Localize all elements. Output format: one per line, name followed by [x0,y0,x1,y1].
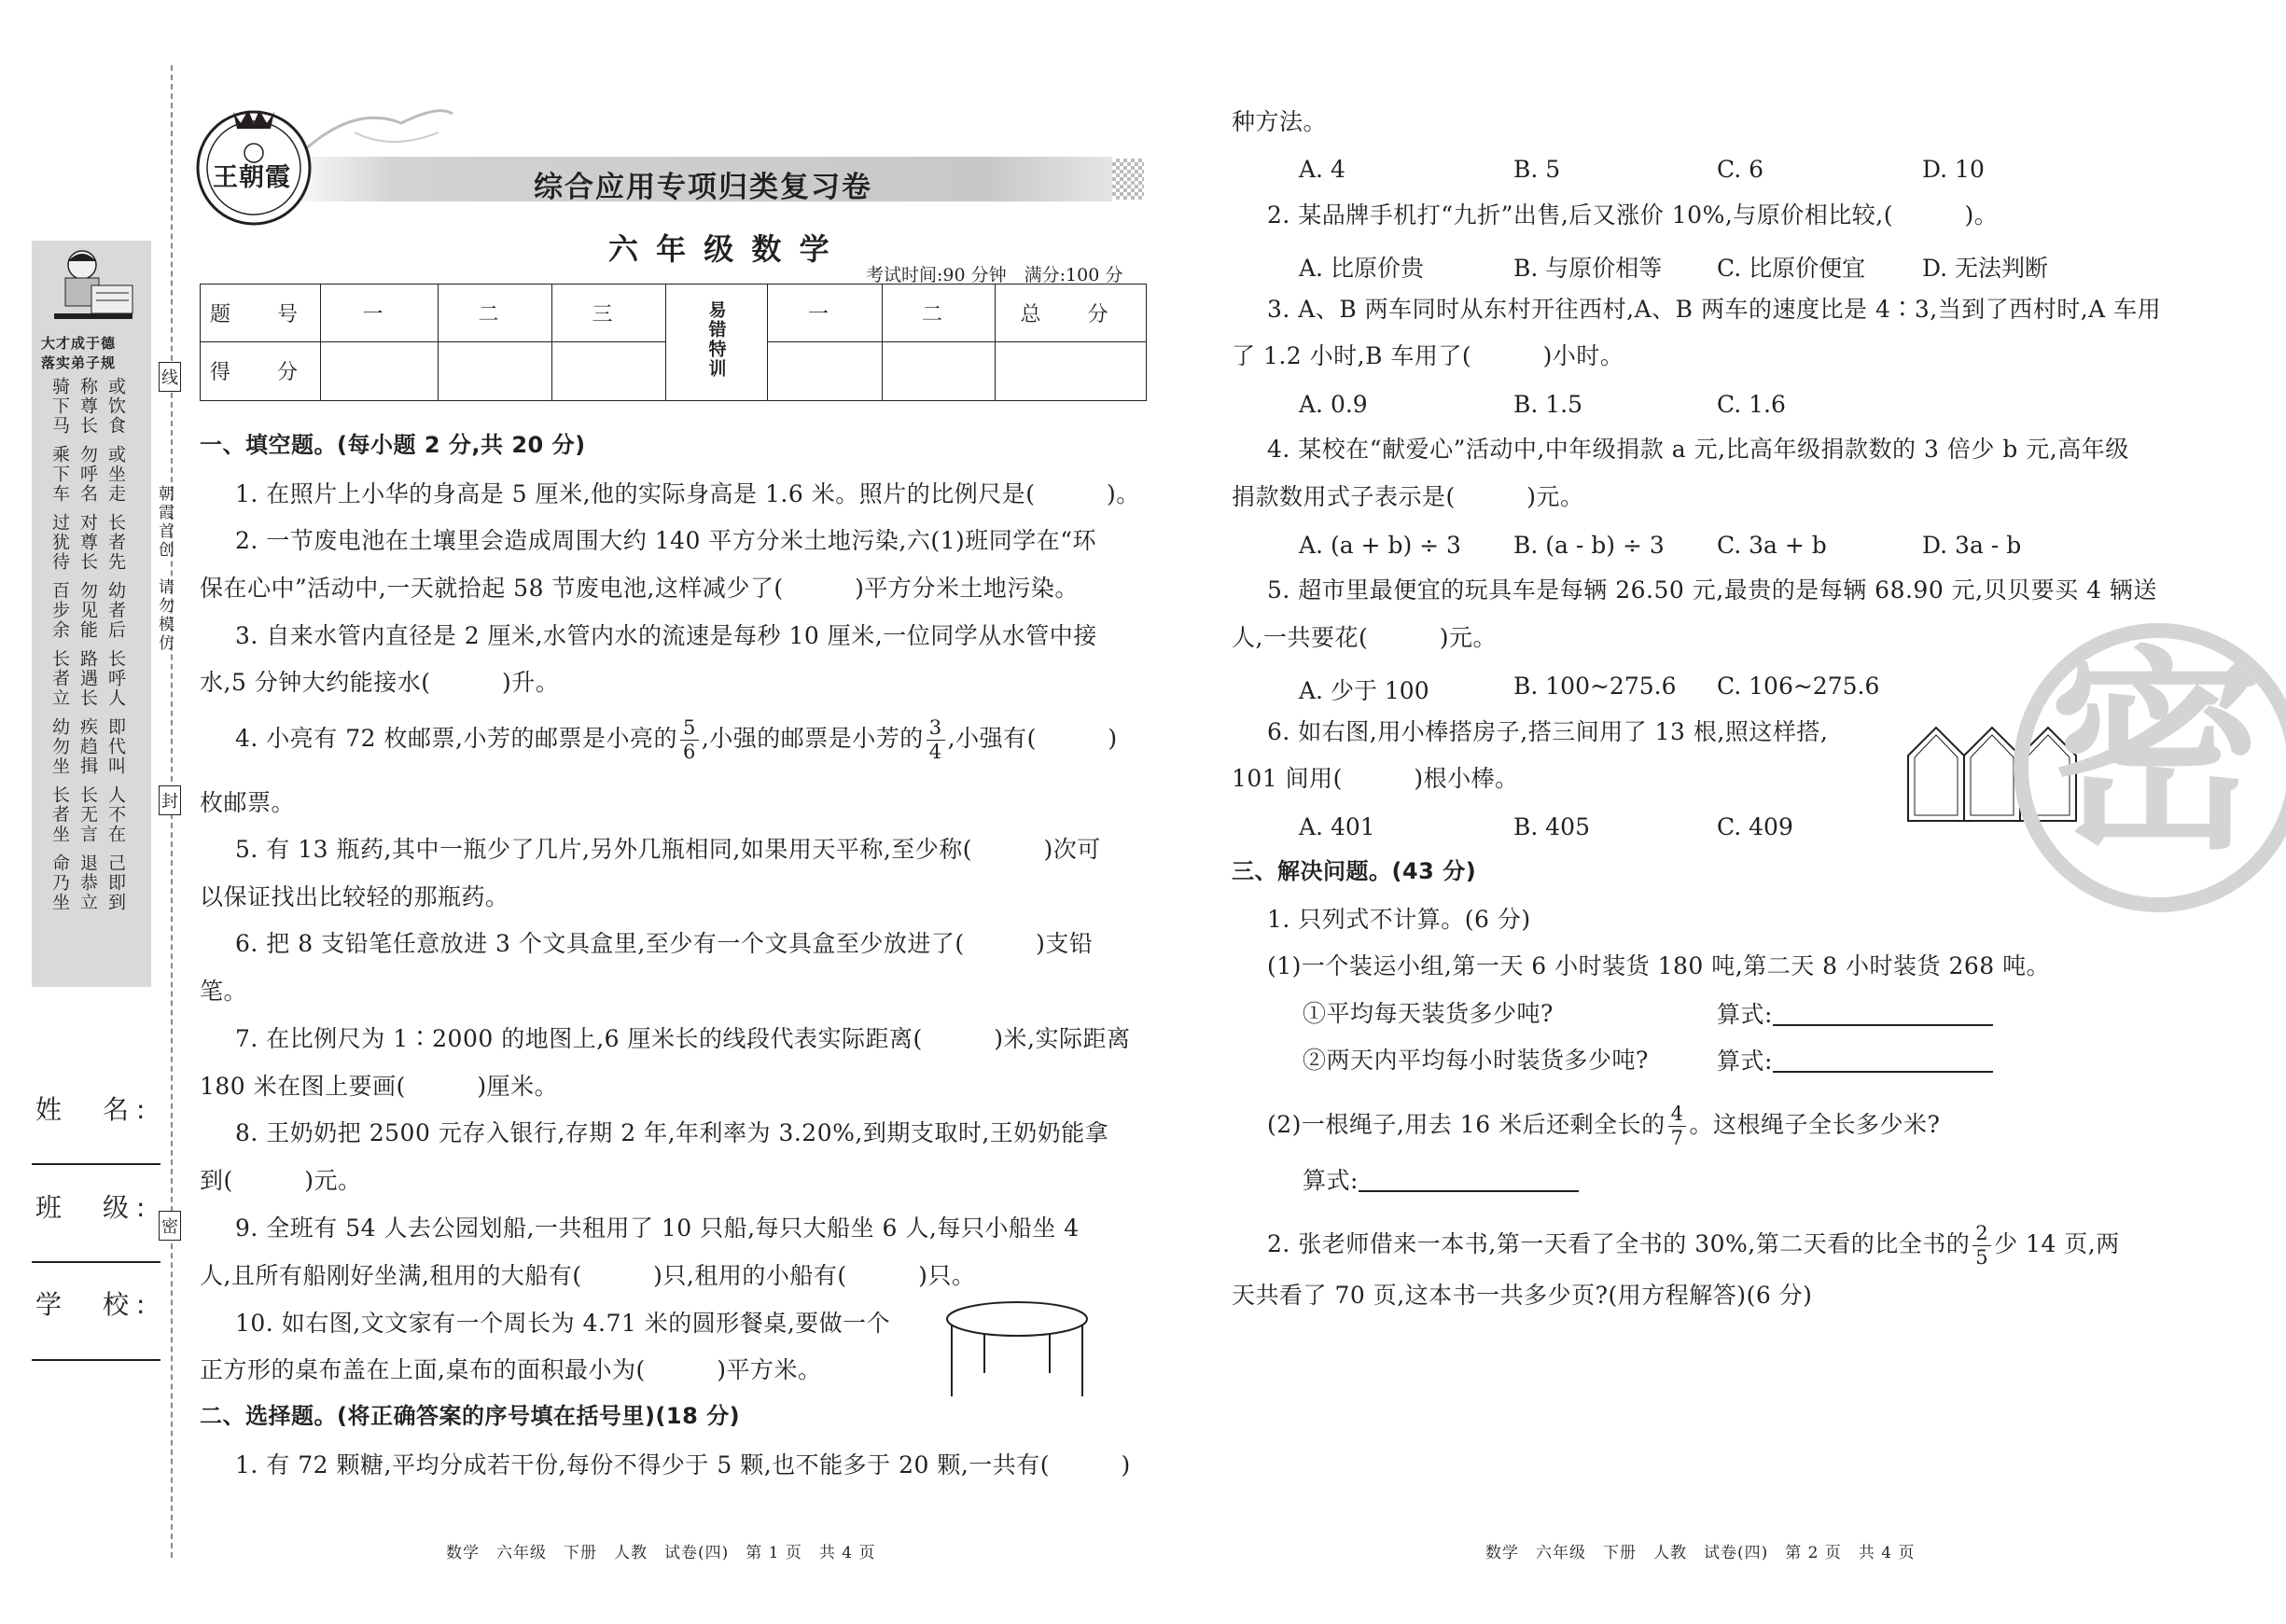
q4-part1: 4. 小亮有 72 枚邮票,小芳的邮票是小亮的 [235,725,677,752]
c6-option-c[interactable]: C. 409 [1717,813,1793,840]
class-field-label: 班 级: [35,1192,153,1223]
p2-part1: 2. 张老师借来一本书,第一天看了全书的 30%,第二天看的比全书的 [1267,1230,1971,1257]
q9-line2: 人,且所有船刚好坐满,租用的大船有( )只,租用的小船有( )只。 [200,1262,976,1289]
p1-text: 1. 只列式不计算。(6 分) [1267,906,1531,933]
score-label: 得 分 [201,341,321,400]
formula-label: 算式: [1717,1048,1773,1075]
header-error-2: 二 [883,285,996,342]
score-cell[interactable] [996,341,1147,400]
c1-option-b[interactable]: B. 5 [1513,156,1561,183]
banner-title: 综合应用专项归类复习卷 [534,171,872,204]
fold-mark-line: 线 [159,362,181,392]
poem-column: 长呼人 [105,649,126,708]
p2-line2: 天共看了 70 页,这本书一共多少页?(用方程解答)(6 分) [1232,1282,1813,1309]
c4-line2: 捐款数用式子表示是( )元。 [1232,483,1584,510]
poem-column: 勿见能 [77,581,98,640]
poem-column: 称尊长 [77,377,98,436]
header-part-3: 三 [552,285,666,342]
c3-option-b[interactable]: B. 1.5 [1513,391,1583,418]
q1-text: 1. 在照片上小华的身高是 5 厘米,他的实际身高是 1.6 米。照片的比例尺是( )。 [235,480,1140,507]
section-2-title: 二、选择题。(将正确答案的序号填在括号里)(18 分) [200,1403,741,1429]
c2-option-c[interactable]: C. 比原价便宜 [1717,255,1866,282]
q8-line1: 8. 王奶奶把 2500 元存入银行,存期 2 年,年利率为 3.20%,到期支取时,王奶奶能拿 [235,1119,1109,1146]
header-error-training: 易错特训 [666,285,768,401]
formula-answer-line[interactable] [1773,1048,1993,1073]
p1-2-fraction: $\frac{4}{7}$ [1668,1104,1687,1148]
poem-group [50,513,144,572]
poem-column: 或坐走 [105,445,126,504]
q10-line1: 10. 如右图,文文家有一个周长为 4.71 米的圆形餐桌,要做一个 [235,1310,891,1337]
poem-column: 长无言 [77,785,98,844]
c1-option-c[interactable]: C. 6 [1717,156,1764,183]
p1-2-part1: (2)一根绳子,用去 16 米后还剩全长的 [1267,1111,1666,1138]
c6-option-a[interactable]: A. 401 [1299,813,1375,840]
q4-line1 [235,718,1118,762]
poem-column: 骑下马 [49,377,70,436]
poem-column: 疾趋揖 [77,717,98,776]
poem-column: 乘下车 [49,445,70,504]
score-cell[interactable] [321,341,439,400]
poem-column: 即代叫 [105,717,126,776]
boy-illustration [45,244,138,332]
header-total: 总 分 [996,285,1147,342]
header-part-2: 二 [439,285,552,342]
poem-group [50,717,144,776]
c2-option-b[interactable]: B. 与原价相等 [1513,255,1663,282]
header-part-1: 一 [321,285,439,342]
poem-column: 过犹待 [49,513,70,572]
q6-line2: 笔。 [200,978,248,1005]
c5-option-c[interactable]: C. 106~275.6 [1717,673,1880,700]
poem-column: 长者立 [49,649,70,708]
subject-title: 六 年 级 数 学 [608,231,833,267]
q4-part3: ,小强有( ) [947,725,1118,752]
q5-line2: 以保证找出比较轻的那瓶药。 [200,883,509,910]
c3-line2: 了 1.2 小时,B 车用了( )小时。 [1232,342,1624,369]
c4-option-c[interactable]: C. 3a + b [1717,532,1827,559]
poem-column: 幼者后 [105,581,126,640]
banner-checker [1112,159,1144,200]
c5-line2: 人,一共要花( )元。 [1232,624,1497,651]
copyright-1: 朝霞首创 [155,485,174,560]
formula-answer-line[interactable] [1773,1002,1993,1026]
score-table [200,284,1147,401]
formula-label: 算式: [1303,1167,1359,1194]
footer-page-1: 数学 六年级 下册 人教 试卷(四) 第 1 页 共 4 页 [446,1544,876,1562]
poem-group [50,649,144,708]
exam-info: 考试时间:90 分钟 满分:100 分 [866,265,1123,285]
q10-line2: 正方形的桌布盖在上面,桌布的面积最小为( )平方米。 [200,1356,822,1383]
q5-line1: 5. 有 13 瓶药,其中一瓶少了几片,另外几瓶相同,如果用天平称,至少称( )次可 [235,836,1101,863]
q4-line2: 枚邮票。 [200,789,296,816]
p1-1b-text: ②两天内平均每小时装货多少吨? [1303,1047,1649,1074]
poem-group [50,581,144,640]
q4-part2: ,小强的邮票是小芳的 [701,725,924,752]
q7-line2: 180 米在图上要画( )厘米。 [200,1073,559,1100]
section-3-title: 三、解决问题。(43 分) [1232,858,1477,884]
school-field-label: 学 校: [35,1289,153,1320]
c2-text: 2. 某品牌手机打“九折”出售,后又涨价 10%,与原价相比较,( )。 [1267,201,1999,229]
brand-logo-text: 王朝霞 [213,163,291,192]
c3-option-a[interactable]: A. 0.9 [1299,391,1368,418]
score-cell[interactable] [883,341,996,400]
name-field-line[interactable] [32,1163,160,1165]
c1-line1: 1. 有 72 颗糖,平均分成若干份,每份不得少于 5 颗,也不能多于 20 颗,一共有( ) [235,1451,1131,1478]
q4-fraction-2: $\frac{3}{4}$ [927,718,945,762]
poem-column: 幼勿坐 [49,717,70,776]
poem-column: 百步余 [49,581,70,640]
c3-line1: 3. A、B 两车同时从东村开往西村,A、B 两车的速度比是 4∶3,当到了西村时,A 车用 [1267,296,2162,323]
score-cell[interactable] [439,341,552,400]
confidential-watermark [2014,623,2286,912]
motto-line-2: 落实弟子规 [41,354,117,371]
header-error-1: 一 [768,285,883,342]
poem-column: 人不在 [105,785,126,844]
q6-line1: 6. 把 8 支铅笔任意放进 3 个文具盒里,至少有一个文具盒至少放进了( )支铅 [235,930,1094,957]
q3-line2: 水,5 分钟大约能接水( )升。 [200,669,560,696]
score-cell[interactable] [552,341,666,400]
poem-column: 路遇长 [77,649,98,708]
poem-column: 或饮食 [105,377,126,436]
fold-mark-seal: 封 [159,785,181,815]
poem-column: 命乃坐 [49,854,70,912]
c1-option-d[interactable]: D. 10 [1922,156,1985,183]
q9-line1: 9. 全班有 54 人去公园划船,一共租用了 10 只船,每只大船坐 6 人,每只小船坐 4 [235,1215,1080,1242]
poem-columns [50,377,144,922]
p2-part2: 少 14 页,两 [1994,1230,2120,1257]
p2-line1 [1267,1224,2120,1268]
round-table-figure [942,1298,1092,1405]
p1-2-formula [1303,1168,1579,1192]
c3-option-c[interactable]: C. 1.6 [1717,391,1786,418]
poem-column: 退恭立 [77,854,98,912]
c4-option-b[interactable]: B. (a - b) ÷ 3 [1513,532,1665,559]
header-question-no: 题 号 [201,285,321,342]
poem-group [50,377,144,436]
score-cell[interactable] [768,341,883,400]
c5-option-b[interactable]: B. 100~275.6 [1513,673,1677,700]
footer-page-2: 数学 六年级 下册 人教 试卷(四) 第 2 页 共 4 页 [1485,1544,1916,1562]
q7-line1: 7. 在比例尺为 1∶2000 的地图上,6 厘米长的线段代表实际距离( )米,实际距离 [235,1025,1131,1052]
poem-column: 己即到 [105,854,126,912]
q2-line1: 2. 一节废电池在土壤里会造成周围大约 140 平方分米土地污染,六(1)班同学在“环 [235,527,1097,554]
c6-option-b[interactable]: B. 405 [1513,813,1590,840]
poem-column: 长者先 [105,513,126,572]
formula-label: 算式: [1717,1001,1773,1028]
copyright-2: 请勿模仿 [155,578,174,653]
name-field-label: 姓 名: [35,1094,153,1125]
p1-2-text [1267,1104,1940,1148]
c4-option-d[interactable]: D. 3a - b [1922,532,2022,559]
c4-option-a[interactable]: A. (a + b) ÷ 3 [1299,532,1461,559]
poem-group [50,785,144,844]
ribbon-decoration [299,95,457,164]
q4-fraction-1: $\frac{5}{6}$ [680,718,699,762]
class-field-line[interactable] [32,1261,160,1263]
poem-column: 长者坐 [49,785,70,844]
c5-line1: 5. 超市里最便宜的玩具车是每辆 26.50 元,最贵的是每辆 68.90 元,贝贝要买 4 辆送 [1267,576,2157,604]
formula-answer-line[interactable] [1359,1168,1579,1192]
p1-2-part2: 。这根绳子全长多少米? [1689,1111,1941,1138]
q2-line2: 保在心中”活动中,一天就拾起 58 节废电池,这样减少了( )平方分米土地污染。 [200,575,1079,602]
c2-option-a[interactable]: A. 比原价贵 [1299,255,1424,282]
p1-1-text: (1)一个装运小组,第一天 6 小时装货 180 吨,第二天 8 小时装货 268 吨。 [1267,952,2051,979]
poem-column: 对尊长 [77,513,98,572]
q8-line2: 到( )元。 [200,1167,362,1194]
c1-option-a[interactable]: A. 4 [1299,156,1345,183]
p1-1a-formula [1717,1002,1993,1026]
c1-line2: 种方法。 [1232,108,1328,135]
c5-option-a[interactable]: A. 少于 100 [1299,677,1429,704]
poem-group [50,854,144,912]
motto-line-1: 大才成于德 [41,335,117,352]
c4-line1: 4. 某校在“献爱心”活动中,中年级捐款 a 元,比高年级捐款数的 3 倍少 b 元,高年级 [1267,436,2129,463]
p1-1a-text: ①平均每天装货多少吨? [1303,1000,1554,1027]
watermark-glyph: 密 [2049,627,2265,879]
c6-line1: 6. 如右图,用小棒搭房子,搭三间用了 13 根,照这样搭, [1267,718,1829,745]
p2-fraction: $\frac{2}{5}$ [1972,1224,1991,1268]
poem-column: 勿呼名 [77,445,98,504]
fold-mark-secret: 密 [159,1211,181,1241]
q3-line1: 3. 自来水管内直径是 2 厘米,水管内水的流速是每秒 10 厘米,一位同学从水管中接 [235,622,1097,649]
p1-1b-formula [1717,1048,1993,1073]
poem-group [50,445,144,504]
school-field-line[interactable] [32,1359,160,1361]
c2-option-d[interactable]: D. 无法判断 [1922,255,2049,282]
section-1-title: 一、填空题。(每小题 2 分,共 20 分) [200,432,586,458]
c6-line2: 101 间用( )根小棒。 [1232,765,1519,792]
